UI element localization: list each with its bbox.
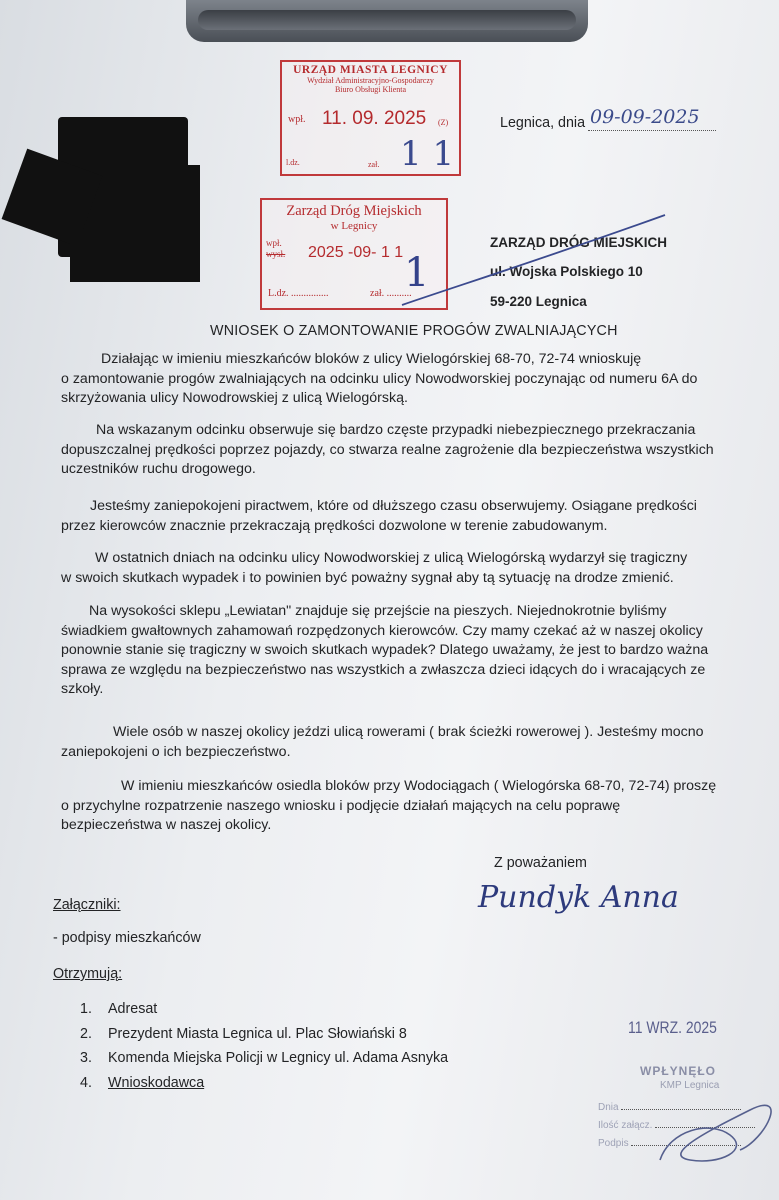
paragraph-line: dopuszczalnej prędkości poprzez pojazdy, co stwarza realne zagrożenie dla bezpieczeństwa wszystkich: [61, 441, 714, 458]
paragraph-6: [61, 723, 761, 762]
paragraph-line: Na wskazanym odcinku obserwuje się bardzo częste przypadki niebezpiecznego przekraczania: [96, 422, 696, 438]
list-item: [80, 1050, 448, 1075]
paragraph-line: o zamontowanie progów zwalniających na odcinku ulicy Nowodworskiej poczynając od numeru 6A do: [61, 370, 698, 387]
stamp-title: URZĄD MIASTA LEGNICY: [293, 64, 448, 76]
list-item: [80, 1001, 448, 1026]
handwritten-date: 09-09-2025: [590, 106, 700, 128]
list-text: Komenda Miejska Policji w Legnicy ul. Adama Asnyka: [108, 1050, 449, 1066]
paragraph-line: Działając w imieniu mieszkańców bloków z ulicy Wielogórskiej 68-70, 72-74 wnioskuję: [101, 351, 642, 367]
stamp-date: 11. 09. 2025: [322, 108, 427, 129]
list-number: 4.: [80, 1074, 92, 1091]
paragraph-line: skrzyżowania ulicy Nowodrowskiej z ulicą Wielogórską.: [61, 390, 408, 406]
paragraph-line: w swoich skutkach wypadek i to powinien być poważny sygnał aby tą sytuację na drodze zmienić.: [61, 569, 674, 586]
signature: Pundyk Anna: [478, 880, 679, 915]
stamp-department: Wydział Administracyjno-Gospodarczy: [307, 76, 434, 85]
paragraph-1: [61, 350, 761, 409]
stamp-ldz-label: l.dz.: [286, 158, 300, 167]
recipient-street: ul. Wojska Polskiego 10: [490, 264, 643, 279]
recipients-list: [80, 1001, 448, 1099]
clipboard-clip: [186, 0, 588, 42]
paragraph-line: świadkiem gwałtownych zahamowań rozpędzonych kierowców. Czy mamy czekać aż w naszej okolicy: [61, 622, 703, 639]
zdm-ldz-label: L.dz. ...............: [268, 288, 329, 299]
recipient-name: ZARZĄD DRÓG MIEJSKICH: [490, 235, 668, 250]
paragraph-line: Jesteśmy zaniepokojeni piractwem, które od dłuższego czasu obserwujemy. Osiągane prędkości: [90, 498, 697, 514]
stamp-zal-mark: (Z): [438, 118, 449, 127]
document-title: WNIOSEK O ZAMONTOWANIE PROGÓW ZWALNIAJĄCYCH: [210, 323, 618, 339]
police-stamp-date: 11 WRZ. 2025: [628, 1018, 717, 1037]
police-stamp-received: WPŁYNĘŁO: [640, 1064, 716, 1078]
list-number: 3.: [80, 1050, 92, 1066]
paragraph-line: ponownie stanie się tragiczny w swoich skutkach wypadek? Dlatego uważamy, że jest to bardzo ważna: [61, 642, 709, 658]
zdm-wpl-label: wpł.: [266, 238, 282, 248]
attachment-item: - podpisy mieszkańców: [53, 930, 201, 946]
podpis-label: Podpis: [598, 1138, 629, 1149]
paragraph-line: sprawa ze względu na bezpieczeństwo nas wszystkich a zwłaszcza dzieci idących do i wracających ze: [61, 661, 706, 678]
paragraph-4: [61, 549, 761, 588]
closing-text: Z poważaniem: [494, 855, 587, 871]
paragraph-line: szkoły.: [61, 681, 104, 697]
list-number: 1.: [80, 1001, 92, 1017]
paragraph-3: [61, 497, 761, 536]
police-signature-icon: [650, 1090, 775, 1170]
zdm-stamp-title: Zarząd Dróg Miejskich: [286, 203, 422, 219]
date-dotted-line: [588, 130, 716, 131]
zdm-hand-mark: 1: [404, 250, 430, 296]
paragraph-2: [61, 421, 761, 480]
paragraph-line: uczestników ruchu drogowego.: [61, 461, 256, 477]
paragraph-line: W imieniu mieszkańców osiedla bloków przy Wodociągach ( Wielogórska 68-70, 72-74) proszę: [121, 778, 717, 794]
paragraph-line: o przychylne rozpatrzenie naszego wniosku i podjęcie działań mających na celu poprawę: [61, 797, 621, 814]
paragraph-line: przez kierowców znacznie przekraczają prędkości dozwolone w terenie zabudowanym.: [61, 517, 608, 534]
dnia-label: Dnia: [598, 1102, 619, 1113]
zdm-stamp-date: 2025 -09- 1 1: [308, 244, 404, 261]
list-item: [80, 1075, 448, 1100]
attachments-label: Załączniki:: [53, 897, 121, 913]
paragraph-line: Wiele osób w naszej okolicy jeździ ulicą rowerami ( brak ścieżki rowerowej ). Jesteśmy mocno: [113, 724, 704, 740]
police-stamp-unit: KMP Legnica: [660, 1080, 720, 1091]
stamp-zal-label: zał.: [368, 160, 380, 169]
paragraph-line: W ostatnich dniach na odcinku ulicy Nowodworskiej z ulicą Wielogórską wydarzył się tragiczny: [95, 550, 688, 566]
zdm-stamp-subtitle: w Legnicy: [330, 220, 378, 232]
paragraph-line: Na wysokości sklepu „Lewiatan" znajduje się przejście na pieszych. Niejednokrotnie byliśmy: [89, 603, 667, 619]
stamp-hand-number: 1 1: [400, 134, 455, 174]
list-item: [80, 1026, 448, 1051]
zdm-wysl-label: wysł.: [266, 249, 286, 259]
place-date-label: Legnica, dnia: [500, 115, 586, 131]
list-number: 2.: [80, 1025, 92, 1042]
city-hall-stamp: [280, 60, 461, 176]
paragraph-5: [61, 602, 761, 700]
list-text: Adresat: [108, 1001, 158, 1017]
ilosc-label: Ilość załącz.: [598, 1120, 653, 1131]
stamp-office: Biuro Obsługi Klienta: [334, 85, 407, 94]
pen-stroke-icon: [400, 205, 670, 315]
list-text: Prezydent Miasta Legnica ul. Plac Słowiański 8: [108, 1025, 407, 1042]
paragraph-line: bezpieczeństwa w naszej okolicy.: [61, 817, 272, 833]
recipients-label: Otrzymują:: [53, 966, 123, 982]
paragraph-line: zaniepokojeni o ich bezpieczeństwo.: [61, 743, 291, 760]
recipient-city: 59-220 Legnica: [490, 294, 587, 309]
zdm-zal-label: zał. ..........: [370, 288, 412, 299]
list-text: Wnioskodawca: [108, 1074, 205, 1091]
stamp-wpl-label: wpł.: [288, 114, 306, 125]
paragraph-7: [61, 777, 761, 836]
